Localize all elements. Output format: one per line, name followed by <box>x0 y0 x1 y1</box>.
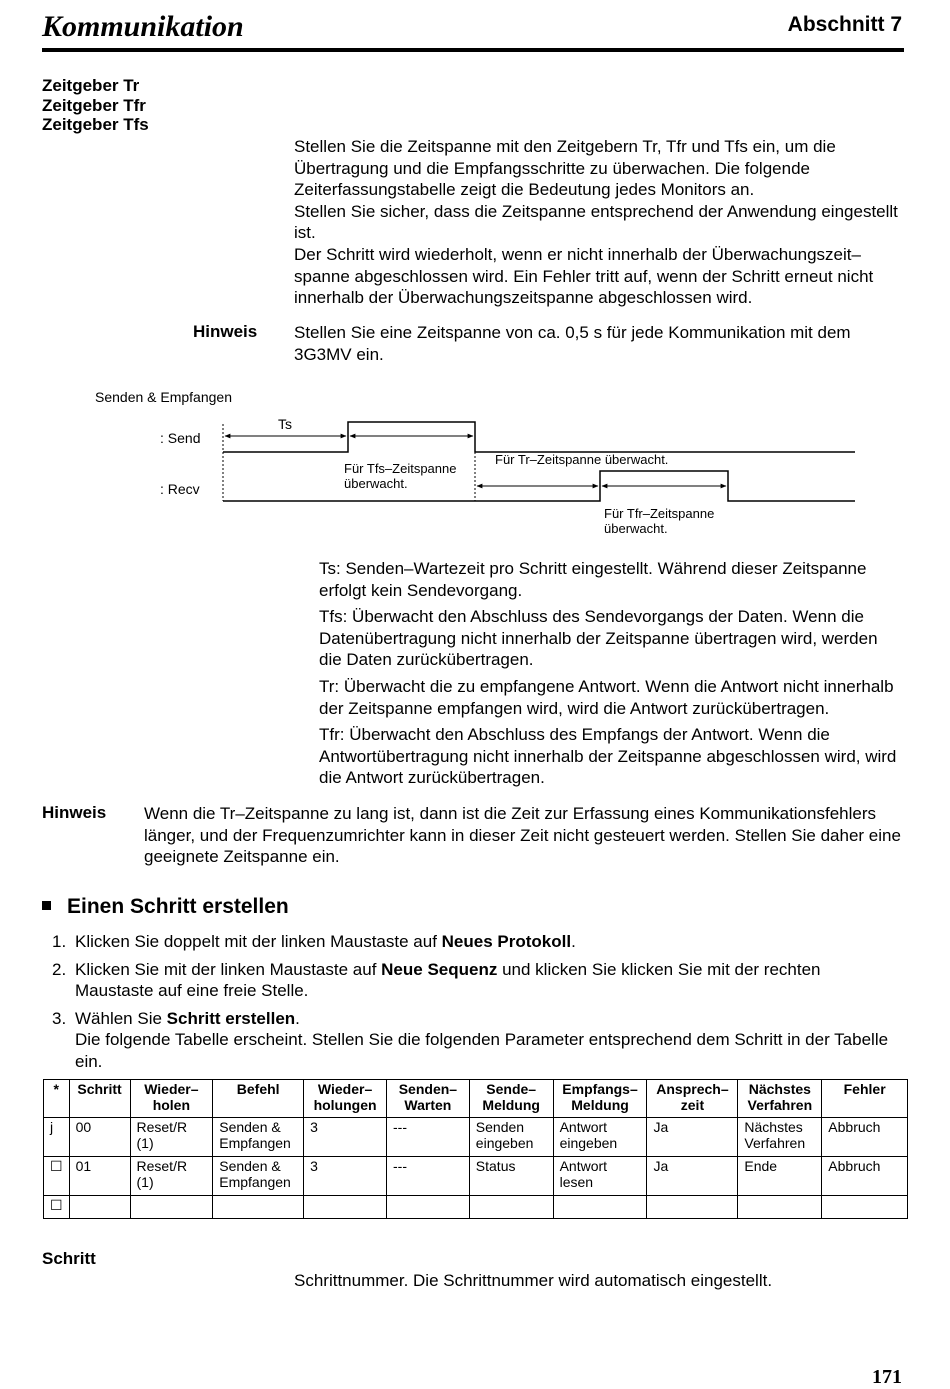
table-cell[interactable]: Status <box>469 1157 553 1196</box>
step-text: Klicken Sie doppelt mit der linken Maustaste auf <box>75 932 442 951</box>
column-header: Wieder– holen <box>130 1080 213 1118</box>
timing-diagram <box>150 410 870 545</box>
table-cell[interactable]: Ende <box>738 1157 822 1196</box>
column-header: Ansprech– zeit <box>647 1080 738 1118</box>
step-extra-text: Die folgende Tabelle erscheint. Stellen Sie die folgenden Parameter entsprechend dem Schritt in der Tabelle ein. <box>75 1030 889 1071</box>
chapter-title: Kommunikation <box>42 10 244 43</box>
page-number: 171 <box>872 1366 902 1388</box>
step-keyword: Schritt erstellen <box>166 1008 296 1028</box>
table-cell[interactable]: Ja <box>647 1157 738 1196</box>
step-text: Wählen Sie <box>75 1008 167 1028</box>
table-cell[interactable]: 00 <box>69 1118 130 1157</box>
column-header: Schritt <box>69 1080 130 1118</box>
table-cell[interactable]: Ja <box>647 1118 738 1157</box>
table-cell[interactable] <box>387 1196 470 1219</box>
section-label: Abschnitt 7 <box>787 13 902 36</box>
table-cell[interactable]: Senden eingeben <box>469 1118 553 1157</box>
column-header: * <box>44 1080 70 1118</box>
tr-label: Für Tr–Zeitspanne überwacht. <box>495 452 669 467</box>
table-cell[interactable]: Antwort lesen <box>553 1157 647 1196</box>
table-cell[interactable]: Nächstes Verfahren <box>738 1118 822 1157</box>
definition-tfr: Tfr: Überwacht den Abschluss des Empfangs der Antwort. Wenn die Antwortübertragung nicht innerhalb der Zeitspanne abgeschlossen wird, wird die Antwort zurückübertragen. <box>319 725 897 788</box>
step-text: . <box>571 932 576 951</box>
row-checkbox[interactable]: ☐ <box>44 1157 70 1196</box>
table-cell[interactable] <box>304 1196 387 1219</box>
table-cell[interactable]: --- <box>387 1118 470 1157</box>
step-number: 2. <box>52 959 67 979</box>
list-item <box>42 959 902 1002</box>
tfr-label <box>604 506 718 536</box>
bullet-square-icon <box>42 901 51 910</box>
tfs-label <box>344 461 460 491</box>
column-header: Befehl <box>213 1080 304 1118</box>
list-item <box>42 931 902 953</box>
table-cell[interactable]: Senden & Empfangen <box>213 1157 304 1196</box>
table-cell[interactable] <box>130 1196 213 1219</box>
table-cell[interactable] <box>822 1196 908 1219</box>
table-cell[interactable] <box>469 1196 553 1219</box>
table-cell[interactable]: Antwort eingeben <box>553 1118 647 1157</box>
table-cell[interactable] <box>553 1196 647 1219</box>
list-item <box>42 1008 902 1073</box>
table-header-row <box>44 1080 908 1118</box>
definition-ts: Ts: Senden–Wartezeit pro Schritt eingestellt. Während dieser Zeitspanne erfolgt kein Sendevorgang. <box>319 559 867 600</box>
recv-label: : Recv <box>160 481 200 497</box>
timers-heading-tr: Zeitgeber Tr <box>42 76 140 95</box>
field-label: Schritt <box>42 1249 96 1268</box>
field-description: Schrittnummer. Die Schrittnummer wird automatisch eingestellt. <box>294 1271 773 1290</box>
table-row[interactable] <box>44 1157 908 1196</box>
steps-list <box>42 931 902 1079</box>
parameter-table <box>43 1079 908 1219</box>
table-cell[interactable] <box>647 1196 738 1219</box>
table-cell[interactable]: Reset/R (1) <box>130 1157 213 1196</box>
table-cell[interactable]: Abbruch <box>822 1157 908 1196</box>
row-marker[interactable]: j <box>44 1118 70 1157</box>
note-label: Hinweis <box>193 322 258 341</box>
step-text: . <box>295 1008 300 1028</box>
note-text: Wenn die Tr–Zeitspanne zu lang ist, dann ist die Zeit zur Erfassung eines Kommunikationsfehlers länger, und der Frequenzumrichter kann in dieser Zeit nicht gesteuert werden. Stellen Sie daher eine geeignete Zeitspanne ein. <box>144 804 901 867</box>
column-header: Sende– Meldung <box>469 1080 553 1118</box>
table-cell[interactable]: Senden & Empfangen <box>213 1118 304 1157</box>
tfs-label-line1: Für Tfs–Zeitspanne <box>344 461 457 476</box>
step-number: 3. <box>52 1008 67 1028</box>
send-waveform <box>223 422 855 452</box>
timers-heading <box>42 76 149 135</box>
step-keyword: Neue Sequenz <box>381 959 498 979</box>
definition-tfs: Tfs: Überwacht den Abschluss des Sendevorgangs der Daten. Wenn die Datenübertragung nicht innerhalb der Zeitspanne übertragen wird, werden die Daten zurückübertragen. <box>319 607 878 670</box>
column-header: Senden– Warten <box>387 1080 470 1118</box>
table-cell[interactable] <box>213 1196 304 1219</box>
column-header: Wieder– holungen <box>304 1080 387 1118</box>
step-keyword: Neues Protokoll <box>441 932 572 951</box>
intro-paragraph: Stellen Sie die Zeitspanne mit den Zeitgebern Tr, Tfr und Tfs ein, um die Übertragung und die Empfangsschritte zu überwachen. Die folgende Zeiterfassungstabelle zeigt die Bedeutung jedes Monitors an. <box>294 137 836 200</box>
note-label: Hinweis <box>42 803 107 822</box>
send-label: : Send <box>160 430 201 446</box>
row-checkbox[interactable]: ☐ <box>44 1196 70 1219</box>
table-cell[interactable]: Reset/R (1) <box>130 1118 213 1157</box>
table-row[interactable] <box>44 1118 908 1157</box>
column-header: Nächstes Verfahren <box>738 1080 822 1118</box>
header-rule <box>42 48 904 52</box>
tfr-label-line2: überwacht. <box>604 521 668 536</box>
table-cell[interactable] <box>69 1196 130 1219</box>
intro-text <box>294 136 902 309</box>
definitions <box>319 558 904 789</box>
step-text: Klicken Sie mit der linken Maustaste auf <box>75 959 382 979</box>
section-title: Einen Schritt erstellen <box>67 895 289 918</box>
table-cell[interactable]: Abbruch <box>822 1118 908 1157</box>
table-cell[interactable]: 3 <box>304 1118 387 1157</box>
tfr-label-line1: Für Tfr–Zeitspanne <box>604 506 715 521</box>
timers-heading-tfs: Zeitgeber Tfs <box>42 115 149 134</box>
timers-heading-tfr: Zeitgeber Tfr <box>42 95 146 115</box>
intro-paragraph: Der Schritt wird wiederholt, wenn er nicht innerhalb der Überwachungszeit–spanne abgeschlossen wird. Ein Fehler tritt auf, wenn der Schritt erneut nicht innerhalb der Überwachungszeitspanne abgeschlossen wird. <box>294 244 874 308</box>
step-text: und klicken Sie klicken Sie mit der rechten Maustaste auf eine freie Stelle. <box>75 959 821 1001</box>
section-heading <box>42 895 289 919</box>
tfs-label-line2: überwacht. <box>344 476 408 491</box>
step-number: 1. <box>52 932 67 951</box>
definition-tr: Tr: Überwacht die zu empfangene Antwort. Wenn die Antwort nicht innerhalb der Zeitspanne empfangen wird, wird die Antwort zurückübertragen. <box>319 676 894 718</box>
table-cell[interactable]: 01 <box>69 1157 130 1196</box>
intro-paragraph: Stellen Sie sicher, dass die Zeitspanne entsprechend der Anwendung eingestellt ist. <box>294 201 898 243</box>
table-row[interactable] <box>44 1196 908 1219</box>
table-cell[interactable]: --- <box>387 1157 470 1196</box>
column-header: Empfangs– Meldung <box>553 1080 647 1118</box>
column-header: Fehler <box>822 1080 908 1118</box>
ts-label: Ts <box>278 416 292 432</box>
note-text: Stellen Sie eine Zeitspanne von ca. 0,5 s für jede Kommunikation mit dem 3G3MV ein. <box>294 323 851 364</box>
table-cell[interactable] <box>738 1196 822 1219</box>
table-cell[interactable]: 3 <box>304 1157 387 1196</box>
diagram-title: Senden & Empfangen <box>95 389 232 405</box>
